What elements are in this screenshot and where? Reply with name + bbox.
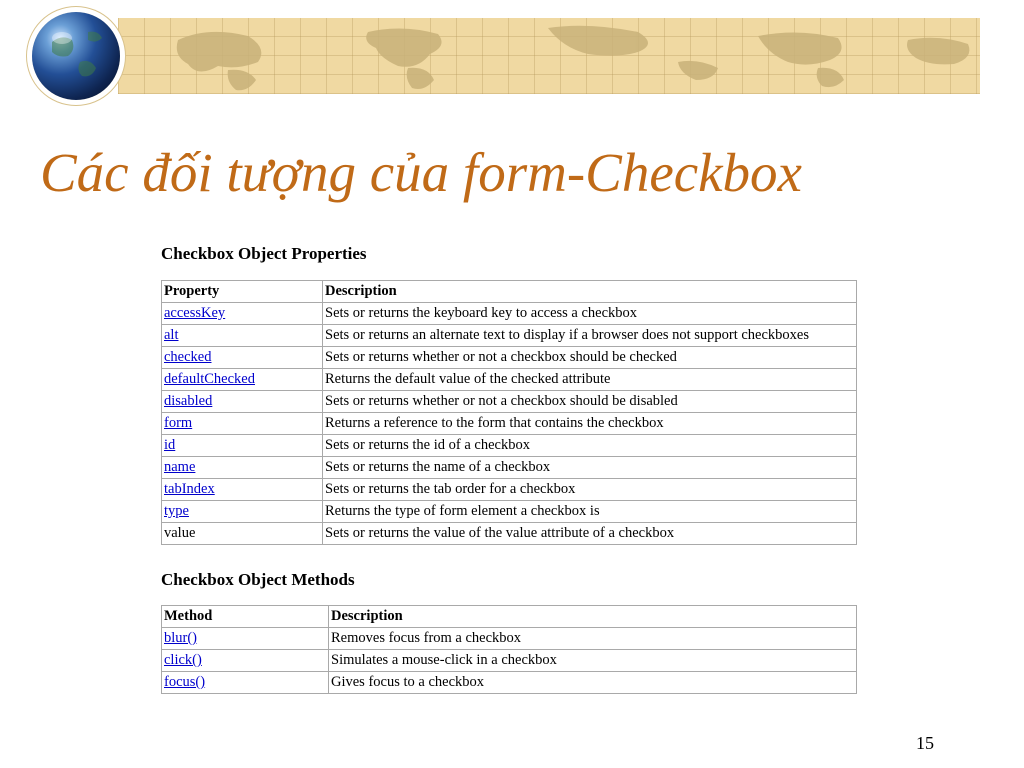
property-link-form[interactable]: form: [164, 415, 193, 431]
property-name-value: value: [164, 525, 196, 541]
property-description-cell: Sets or returns the id of a checkbox: [323, 435, 857, 457]
globe-icon: [32, 12, 120, 100]
property-name-cell: [162, 347, 323, 369]
property-link-id[interactable]: id: [164, 437, 176, 453]
method-link-blur[interactable]: blur(): [164, 630, 198, 646]
property-description-cell: Sets or returns the value of the value attribute of a checkbox: [323, 523, 857, 545]
table-header-row: [162, 281, 857, 303]
property-link-defaultchecked[interactable]: defaultChecked: [164, 371, 255, 387]
column-header-property: Property: [162, 281, 323, 303]
property-description-cell: Sets or returns an alternate text to display if a browser does not support checkboxes: [323, 325, 857, 347]
table-row: [162, 523, 857, 545]
table-row: [162, 391, 857, 413]
property-description-cell: Sets or returns the tab order for a checkbox: [323, 479, 857, 501]
property-name-cell: [162, 369, 323, 391]
property-name-cell: [162, 479, 323, 501]
property-link-type[interactable]: type: [164, 503, 189, 519]
methods-table: [161, 605, 857, 694]
table-row: [162, 303, 857, 325]
property-link-name[interactable]: name: [164, 459, 196, 475]
properties-table-body: [162, 303, 857, 545]
property-name-cell: [162, 501, 323, 523]
property-name-cell: [162, 325, 323, 347]
property-name-cell: [162, 303, 323, 325]
property-link-tabindex[interactable]: tabIndex: [164, 481, 215, 497]
table-header-row: [162, 606, 857, 628]
world-map-banner: [118, 18, 980, 94]
property-link-alt[interactable]: alt: [164, 327, 179, 343]
properties-heading: Checkbox Object Properties: [161, 244, 367, 263]
table-row: [162, 369, 857, 391]
table-row: [162, 413, 857, 435]
property-link-checked[interactable]: checked: [164, 349, 212, 365]
property-description-cell: Sets or returns whether or not a checkbox should be disabled: [323, 391, 857, 413]
table-row: [162, 457, 857, 479]
table-row: [162, 672, 857, 694]
property-name-cell: [162, 457, 323, 479]
property-description-cell: Sets or returns whether or not a checkbox should be checked: [323, 347, 857, 369]
method-description-cell: Gives focus to a checkbox: [329, 672, 857, 694]
property-link-disabled[interactable]: disabled: [164, 393, 213, 409]
method-description-cell: Simulates a mouse-click in a checkbox: [329, 650, 857, 672]
property-name-cell: [162, 435, 323, 457]
method-link-focus[interactable]: focus(): [164, 674, 206, 690]
table-row: [162, 628, 857, 650]
property-description-cell: Sets or returns the keyboard key to access a checkbox: [323, 303, 857, 325]
table-row: [162, 501, 857, 523]
table-row: [162, 347, 857, 369]
property-name-cell: [162, 391, 323, 413]
property-name-cell: [162, 413, 323, 435]
method-name-cell: [162, 628, 329, 650]
property-description-cell: Returns the type of form element a checkbox is: [323, 501, 857, 523]
property-description-cell: Sets or returns the name of a checkbox: [323, 457, 857, 479]
methods-heading: Checkbox Object Methods: [161, 570, 355, 589]
column-header-method: Method: [162, 606, 329, 628]
method-description-cell: Removes focus from a checkbox: [329, 628, 857, 650]
property-link-accesskey[interactable]: accessKey: [164, 305, 226, 321]
property-description-cell: Returns the default value of the checked attribute: [323, 369, 857, 391]
method-name-cell: [162, 650, 329, 672]
property-description-cell: Returns a reference to the form that contains the checkbox: [323, 413, 857, 435]
slide-title: Các đối tượng của form-Checkbox: [40, 142, 802, 203]
method-name-cell: [162, 672, 329, 694]
table-row: [162, 435, 857, 457]
table-row: [162, 325, 857, 347]
table-row: [162, 479, 857, 501]
property-name-cell: [162, 523, 323, 545]
method-link-click[interactable]: click(): [164, 652, 202, 668]
column-header-description: Description: [329, 606, 857, 628]
table-row: [162, 650, 857, 672]
column-header-description: Description: [323, 281, 857, 303]
properties-table: [161, 280, 857, 545]
page-number: 15: [916, 733, 934, 753]
methods-table-body: [162, 628, 857, 694]
